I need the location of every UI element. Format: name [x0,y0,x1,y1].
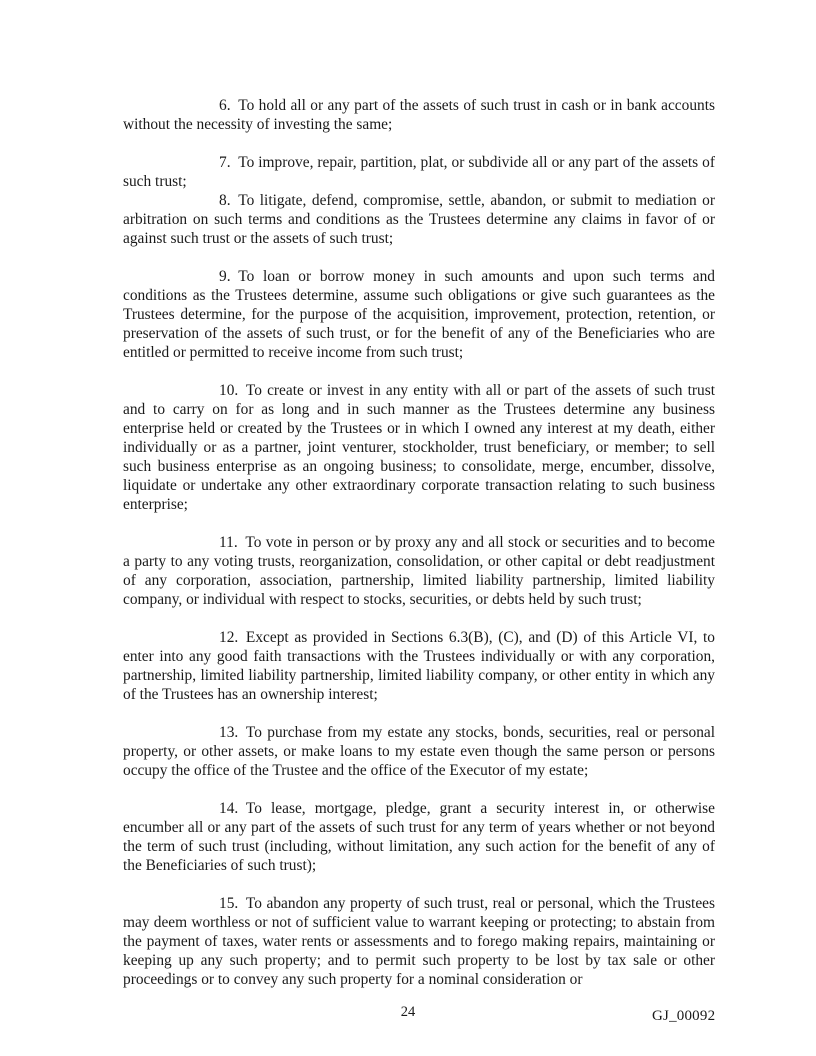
paragraph-14: 14. To lease, mortgage, pledge, grant a security interest in, or otherwise encumber all or any part of the assets of such trust for any term of years whether or not beyond the term of such trust (including, without limitation, any such action for the benefit of any of the Beneficiaries of such trust); [123,800,715,874]
paragraph-13: 13. To purchase from my estate any stocks, bonds, securities, real or personal property, or other assets, or make loans to my estate even though the same person or persons occupy the office of the Trustee and the office of the Executor of my estate; [123,724,715,779]
bates-number: GJ_00092 [652,1008,716,1024]
paragraph-9: 9. To loan or borrow money in such amounts and upon such terms and conditions as the Trustees determine, assume such obligations or give such guarantees as the Trustees determine, for the purpose of the acquisition, improvement, protection, retention, or preservation of the assets of such trust, or for the benefit of any of the Beneficiaries who are entitled or permitted to receive income from such trust; [123,268,715,361]
document-body [123,96,715,989]
paragraph-11: 11. To vote in person or by proxy any and all stock or securities and to become a party to any voting trusts, reorganization, consolidation, or other capital or debt readjustment of any corporation, association, partnership, limited liability partnership, limited liability company, or individual with respect to stocks, securities, or debts held by such trust; [123,534,715,608]
paragraph-12: 12. Except as provided in Sections 6.3(B), (C), and (D) of this Article VI, to enter into any good faith transactions with the Trustees individually or with any corporation, partnership, limited liability partnership, limited liability company, or other entity in which any of the Trustees has an ownership interest; [123,629,715,703]
paragraph-10: 10. To create or invest in any entity with all or part of the assets of such trust and to carry on for as long and in such manner as the Trustees determine any business enterprise held or created by the Trustees or in which I owned any interest at my death, either individually or as a partner, joint venturer, stockholder, trust beneficiary, or member; to sell such business enterprise as an ongoing business; to consolidate, merge, encumber, dissolve, liquidate or undertake any other extraordinary corporate transaction relating to such business enterprise; [123,382,715,513]
page-number: 24 [400,1004,416,1020]
paragraph-6: 6. To hold all or any part of the assets of such trust in cash or in bank accounts without the necessity of investing the same; [123,97,715,133]
paragraph-7: 7. To improve, repair, partition, plat, or subdivide all or any part of the assets of such trust; [123,154,715,190]
paragraph-8: 8. To litigate, defend, compromise, settle, abandon, or submit to mediation or arbitration on such terms and conditions as the Trustees determine any claims in favor of or against such trust or the assets of such trust; [123,192,715,247]
paragraph-15: 15. To abandon any property of such trust, real or personal, which the Trustees may deem worthless or not of sufficient value to warrant keeping or protecting; to abstain from the payment of taxes, water rents or assessments and to forego making repairs, maintaining or keeping up any such property; and to permit such property to be lost by tax sale or other proceedings or to convey any such property for a nominal consideration or [123,895,715,988]
